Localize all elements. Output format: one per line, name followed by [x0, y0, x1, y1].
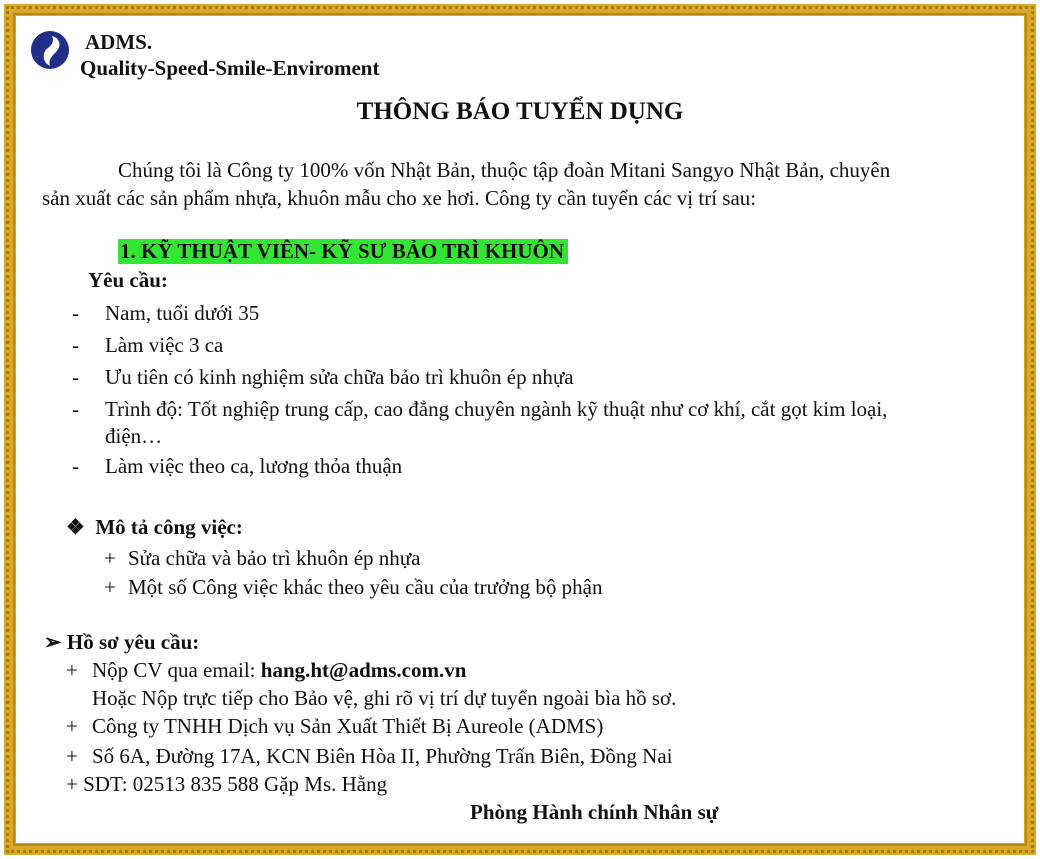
documents-label: Hồ sơ yêu cầu:: [66, 630, 200, 654]
diamond-bullet-icon: ❖: [66, 515, 85, 539]
plus-bullet: +: [66, 714, 78, 738]
company-slogan: Quality-Speed-Smile-Enviroment: [80, 56, 380, 80]
list-item: Nam, tuổi dưới 35: [105, 301, 260, 325]
intro-line-2: sản xuất các sản phẩm nhựa, khuôn mẫu cho xe hơi. Công ty cần tuyển các vị trí sau:: [42, 186, 757, 210]
list-bullet: -: [72, 365, 79, 389]
list-item: Làm việc 3 ca: [105, 333, 224, 357]
email-prefix: Nộp CV qua email:: [92, 658, 261, 682]
list-item-continuation: điện…: [105, 424, 163, 448]
job-description-heading: [66, 515, 243, 540]
company-name: ADMS.: [85, 30, 153, 54]
phone-line: + SDT: 02513 835 588 Gặp Ms. Hằng: [66, 772, 388, 796]
company-full-name: Công ty TNHH Dịch vụ Sản Xuất Thiết Bị Aureole (ADMS): [92, 714, 604, 738]
email-link[interactable]: hang.ht@adms.com.vn: [260, 658, 467, 682]
list-bullet: -: [72, 454, 79, 478]
list-bullet: -: [72, 333, 79, 357]
intro-line-1: Chúng tôi là Công ty 100% vốn Nhật Bản, thuộc tập đoàn Mitani Sangyo Nhật Bản, chuyên: [118, 158, 891, 182]
plus-bullet: +: [104, 575, 116, 599]
list-item: Trình độ: Tốt nghiệp trung cấp, cao đẳng chuyên ngành kỹ thuật như cơ khí, cắt gọt kim loại,: [105, 397, 888, 421]
job-description-label: Mô tả công việc:: [95, 515, 243, 539]
email-line: [92, 658, 466, 683]
list-item: Ưu tiên có kinh nghiệm sửa chữa bảo trì khuôn ép nhựa: [105, 365, 574, 389]
arrow-bullet-icon: ➢: [44, 630, 62, 654]
documents-heading: [44, 630, 199, 655]
company-address: Số 6A, Đường 17A, KCN Biên Hòa II, Phường Trấn Biên, Đồng Nai: [92, 744, 673, 768]
requirements-heading: Yêu cầu:: [88, 268, 168, 292]
direct-submission-line: Hoặc Nộp trực tiếp cho Bảo vệ, ghi rõ vị trí dự tuyển ngoài bìa hồ sơ.: [92, 686, 677, 710]
list-item: Một số Công việc khác theo yêu cầu của trưởng bộ phận: [128, 575, 603, 599]
plus-bullet: +: [104, 546, 116, 570]
list-item: Sửa chữa và bảo trì khuôn ép nhựa: [128, 546, 421, 570]
list-bullet: -: [72, 397, 79, 421]
plus-bullet: +: [66, 658, 78, 682]
page-title: THÔNG BÁO TUYỂN DỤNG: [356, 98, 684, 125]
adms-logo-icon: [30, 30, 70, 70]
position-title: 1. KỸ THUẬT VIÊN- KỸ SƯ BẢO TRÌ KHUÔN: [118, 239, 568, 264]
list-item: Làm việc theo ca, lương thỏa thuận: [105, 454, 403, 478]
signature: Phòng Hành chính Nhân sự: [470, 800, 719, 824]
list-bullet: -: [72, 301, 79, 325]
plus-bullet: +: [66, 744, 78, 768]
